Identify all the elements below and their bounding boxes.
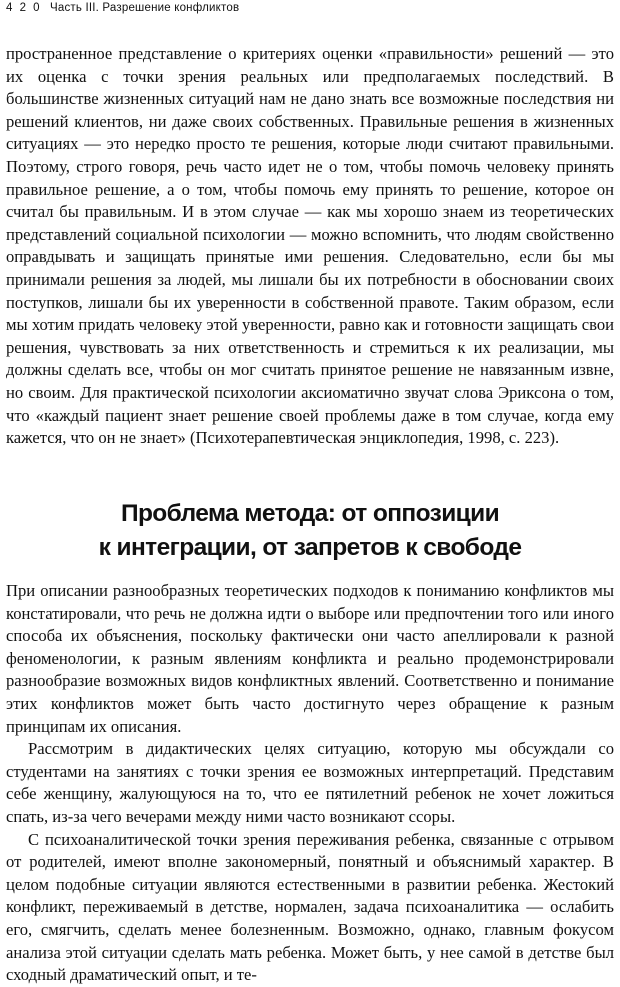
running-head xyxy=(6,2,239,14)
paragraph: С психоаналитической точки зрения переживания ребенка, связанные с отрывом от родителей, имеют вполне закономерный, понятный и объяснимый характер. В целом подобные ситуации являются естественными в развитии ребенка. Жестокий конфликт, переживаемый в детстве, нормален, задача психоаналитика — ослабить его, смягчить, сделать менее болезненным. Возможно, однако, главным фокусом анализа этой ситуации сделать мать ребенка. Может быть, у нее самой в детстве был сходный драматический опыт, и те- xyxy=(6,829,614,985)
paragraph-continuation: пространенное представление о критериях оценки «правильности» решений — это их оценка с точки зрения реальных или предполагаемых последствий. В большинстве жизненных ситуаций нам не дано знать все возможные последствия ни решений клиентов, ни даже своих собственных. Правильные решения в жизненных ситуациях — это нередко просто те решения, которые люди считают правильными. Поэтому, строго говоря, речь часто идет не о том, чтобы помочь человеку принять правильное решение, а о том, чтобы помочь ему принять то решение, которое он считал бы правильным. И в этом случае — как мы хорошо знаем из теоретических представлений социальной психологии — можно вспомнить, что людям свойственно оправдывать и защищать принятые ими решения. Следовательно, если бы мы принимали решения за людей, мы лишали бы их потребности в обосновании своих поступков, лишали бы их уверенности в собственной правоте. Таким образом, если мы хотим придать человеку этой уверенности, равно как и готовности защищать свои решения, чувствовать за них ответственность и стремиться к их реализации, мы должны сделать все, чтобы он мог считать принятое решение не навязанным извне, но своим. Для практической психологии аксиоматично звучат слова Эриксона о том, что «каждый пациент знает решение своей проблемы даже в том случае, когда ему кажется, что он не знает» (Психотерапевтическая энциклопедия, 1998, с. 223). xyxy=(6,44,614,448)
paragraph: Рассмотрим в дидактических целях ситуацию, которую мы обсуждали со студентами на занятиях с точки зрения ее возможных интерпретаций. Представим себе женщину, жалующуюся на то, что ее пятилетний ребенок не хочет ложиться спать, из-за чего вечерами между ними часто возникают ссоры. xyxy=(6,739,614,826)
section-heading-line-1: Проблема метода: от оппозиции xyxy=(120,500,500,527)
text-block-top xyxy=(6,43,614,450)
part-title: Часть III. Разрешение конфликтов xyxy=(49,2,240,14)
page-number: 4 2 0 xyxy=(6,2,42,14)
text-block-section xyxy=(6,580,614,987)
section-heading xyxy=(0,497,620,565)
paragraph: При описании разнообразных теоретических подходов к пониманию конфликтов мы констатировали, что речь не должна идти о выборе или предпочтении того или иного способа их объяснения, поскольку фактически они часто апеллировали к разной феноменологии, к разным явлениям конфликта и реально продемонстрировали разнообразие возможных видов конфликтных явлений. Соответственно и понимание этих конфликтов может быть часто достигнуто через обращение к разным принципам их описания. xyxy=(6,581,614,736)
section-heading-line-2: к интеграции, от запретов к свободе xyxy=(98,534,522,561)
